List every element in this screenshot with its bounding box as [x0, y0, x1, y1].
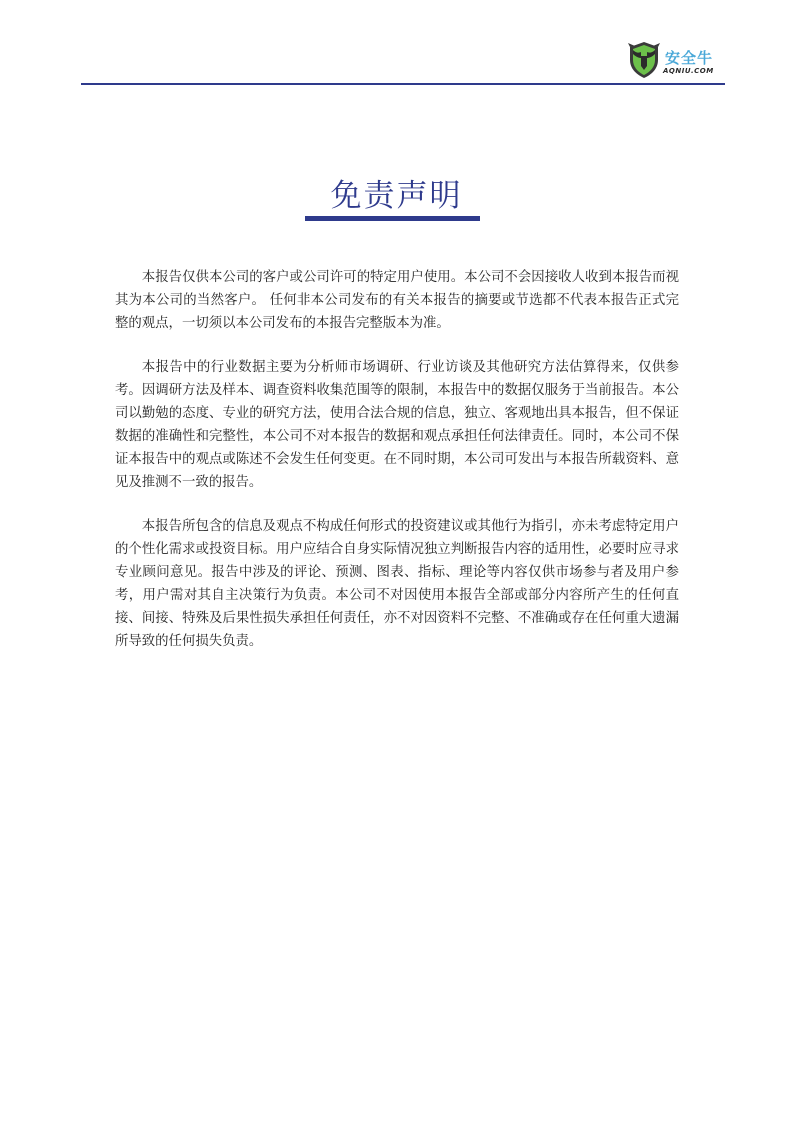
- paragraph-2: 本报告中的行业数据主要为分析师市场调研、行业访谈及其他研究方法估算得来，仅供参考。因调研方法及样本、调查资料收集范围等的限制，本报告中的数据仅服务于当前报告。本公司以勤勉的态度、专业的研究方法，使用合法合规的信息，独立、客观地出具本报告，但不保证数据的准确性和完整性，本公司不对本报告的数据和观点承担任何法律责任。同时，本公司不保证本报告中的观点或陈述不会发生任何变更。在不同时期，本公司可发出与本报告所载资料、意见及推测不一致的报告。: [115, 360, 679, 490]
- title-underline: [305, 216, 480, 221]
- logo-text: 安全牛: [665, 49, 714, 67]
- paragraph-1: 本报告仅供本公司的客户或公司许可的特定用户使用。本公司不会因接收人收到本报告而视其为本公司的当然客户。 任何非本公司发布的有关本报告的摘要或节选都不代表本报告正式完整的观点，一切须以本公司发布的本报告完整版本为准。: [115, 270, 679, 331]
- brand-logo[interactable]: [627, 40, 727, 82]
- page-title: 免责声明: [330, 178, 463, 214]
- logo-subtext: AQNIU.COM: [663, 67, 714, 75]
- paragraph-3: 本报告所包含的信息及观点不构成任何形式的投资建议或其他行为指引，亦未考虑特定用户的个性化需求或投资目标。用户应结合自身实际情况独立判断报告内容的适用性，必要时应寻求专业顾问意见。报告中涉及的评论、预测、图表、指标、理论等内容仅供市场参与者及用户参考，用户需对其自主决策行为负责。本公司不对因使用本报告全部或部分内容所产生的任何直接、间接、特殊及后果性损失承担任何责任，亦不对因资料不完整、不准确或存在任何重大遗漏所导致的任何损失负责。: [115, 519, 679, 649]
- header-divider: [81, 83, 725, 85]
- bull-shield-icon: [627, 40, 661, 80]
- disclaimer-body: [115, 266, 679, 674]
- page-header: [0, 0, 793, 90]
